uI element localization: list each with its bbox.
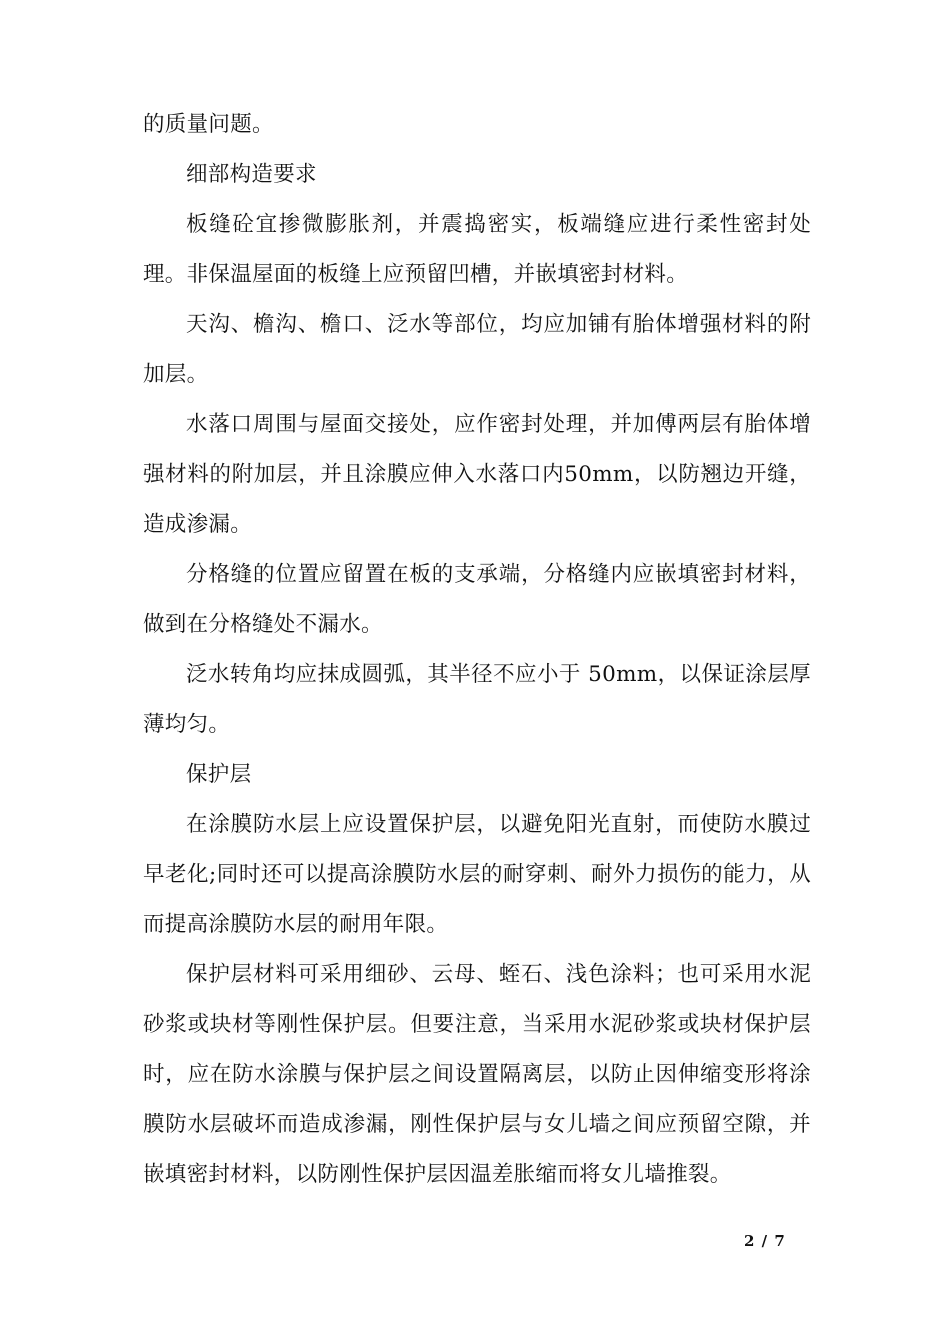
- paragraph: 天沟、檐沟、檐口、泛水等部位，均应加铺有胎体增强材料的附加层。: [143, 312, 811, 387]
- section-heading-detail-construction: 细部构造要求: [186, 162, 317, 187]
- document-body: [143, 100, 811, 1200]
- paragraph-continuation: 的质量问题。: [143, 112, 274, 137]
- paragraph: 泛水转角均应抹成圆弧，其半径不应小于 50mm，以保证涂层厚薄均匀。: [143, 662, 811, 737]
- section-heading-protective-layer: 保护层: [186, 762, 252, 787]
- paragraph: 在涂膜防水层上应设置保护层，以避免阳光直射，而使防水膜过早老化;同时还可以提高涂膜防水层的耐穿刺、耐外力损伤的能力，从而提高涂膜防水层的耐用年限。: [143, 812, 811, 937]
- paragraph: 水落口周围与屋面交接处，应作密封处理，并加傅两层有胎体增强材料的附加层，并且涂膜应伸入水落口内50mm，以防翘边开缝，造成渗漏。: [143, 412, 811, 537]
- paragraph: 保护层材料可采用细砂、云母、蛭石、浅色涂料；也可采用水泥砂浆或块材等刚性保护层。但要注意，当采用水泥砂浆或块材保护层时，应在防水涂膜与保护层之间设置隔离层，以防止因伸缩变形将涂膜防水层破坏而造成渗漏，刚性保护层与女儿墙之间应预留空隙，并嵌填密封材料，以防刚性保护层因温差胀缩而将女儿墙推裂。: [143, 962, 811, 1187]
- paragraph: 板缝砼宜掺微膨胀剂，并震捣密实，板端缝应进行柔性密封处理。非保温屋面的板缝上应预留凹槽，并嵌填密封材料。: [143, 212, 811, 287]
- paragraph: 分格缝的位置应留置在板的支承端，分格缝内应嵌填密封材料，做到在分格缝处不漏水。: [143, 562, 811, 637]
- page-number: 2 / 7: [744, 1232, 786, 1250]
